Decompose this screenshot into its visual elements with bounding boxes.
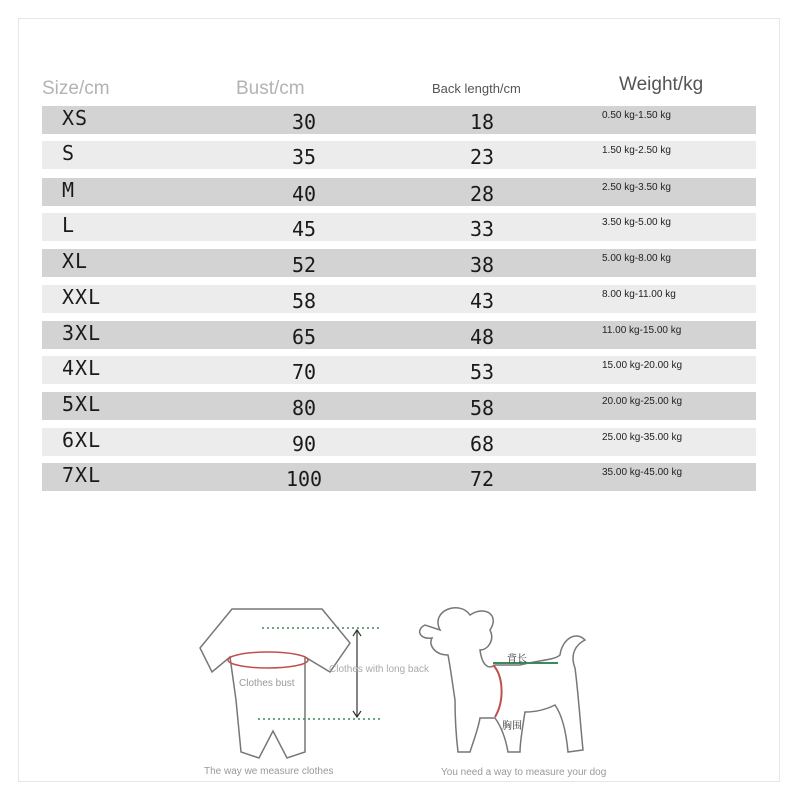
weight-cell: 15.00 kg-20.00 kg	[602, 360, 683, 371]
table-row	[42, 321, 756, 349]
weight-cell: 25.00 kg-35.00 kg	[602, 432, 683, 443]
weight-cell: 0.50 kg-1.50 kg	[602, 110, 671, 121]
bust-cell: 90	[291, 432, 317, 456]
clothes-caption: The way we measure clothes	[204, 766, 334, 777]
bust-cell: 40	[291, 182, 317, 206]
long-back-label: Clothes with long back	[329, 664, 430, 675]
back-length-cell: 48	[469, 325, 495, 349]
dog-back-length-label: 背长	[507, 654, 527, 665]
back-length-cell: 33	[469, 217, 495, 241]
back-length-cell: 53	[469, 360, 495, 384]
bust-cell: 65	[291, 325, 317, 349]
back-length-cell: 18	[469, 110, 495, 134]
dog-caption: You need a way to measure your dog	[441, 767, 607, 778]
header-size: Size/cm	[42, 78, 110, 99]
back-length-cell: 72	[469, 467, 495, 491]
table-row	[42, 249, 756, 277]
back-length-cell: 68	[469, 432, 495, 456]
bust-cell: 100	[285, 467, 323, 491]
bust-cell: 80	[291, 396, 317, 420]
back-length-cell: 23	[469, 145, 495, 169]
table-row	[42, 356, 756, 384]
size-cell: 5XL	[62, 392, 102, 416]
header-back-length: Back length/cm	[432, 81, 521, 96]
bust-cell: 70	[291, 360, 317, 384]
weight-cell: 35.00 kg-45.00 kg	[602, 467, 683, 478]
size-cell: XXL	[62, 285, 102, 309]
bust-cell: 52	[291, 253, 317, 277]
bust-cell: 30	[291, 110, 317, 134]
table-row	[42, 392, 756, 420]
weight-cell: 20.00 kg-25.00 kg	[602, 396, 683, 407]
weight-cell: 8.00 kg-11.00 kg	[602, 289, 676, 300]
back-length-cell: 43	[469, 289, 495, 313]
size-cell: 4XL	[62, 356, 102, 380]
bust-cell: 58	[291, 289, 317, 313]
size-cell: 6XL	[62, 428, 102, 452]
table-row	[42, 141, 756, 169]
size-cell: XS	[62, 106, 89, 130]
size-cell: M	[62, 178, 76, 202]
size-cell: XL	[62, 249, 89, 273]
back-length-cell: 38	[469, 253, 495, 277]
size-cell: 7XL	[62, 463, 102, 487]
back-length-cell: 58	[469, 396, 495, 420]
header-bust: Bust/cm	[236, 78, 305, 99]
weight-cell: 5.00 kg-8.00 kg	[602, 253, 671, 264]
weight-cell: 3.50 kg-5.00 kg	[602, 217, 671, 228]
dog-chest-label: 胸围	[502, 721, 522, 732]
weight-cell: 1.50 kg-2.50 kg	[602, 145, 671, 156]
header-weight: Weight/kg	[619, 74, 704, 95]
bust-cell: 45	[291, 217, 317, 241]
size-cell: S	[62, 141, 76, 165]
bust-cell: 35	[291, 145, 317, 169]
table-row	[42, 178, 756, 206]
table-row	[42, 463, 756, 491]
weight-cell: 2.50 kg-3.50 kg	[602, 182, 671, 193]
table-row	[42, 428, 756, 456]
table-row	[42, 213, 756, 241]
clothes-bust-label: Clothes bust	[239, 678, 295, 689]
weight-cell: 11.00 kg-15.00 kg	[602, 325, 682, 336]
back-length-cell: 28	[469, 182, 495, 206]
size-cell: 3XL	[62, 321, 102, 345]
table-row	[42, 285, 756, 313]
table-row	[42, 106, 756, 134]
size-cell: L	[62, 213, 76, 237]
